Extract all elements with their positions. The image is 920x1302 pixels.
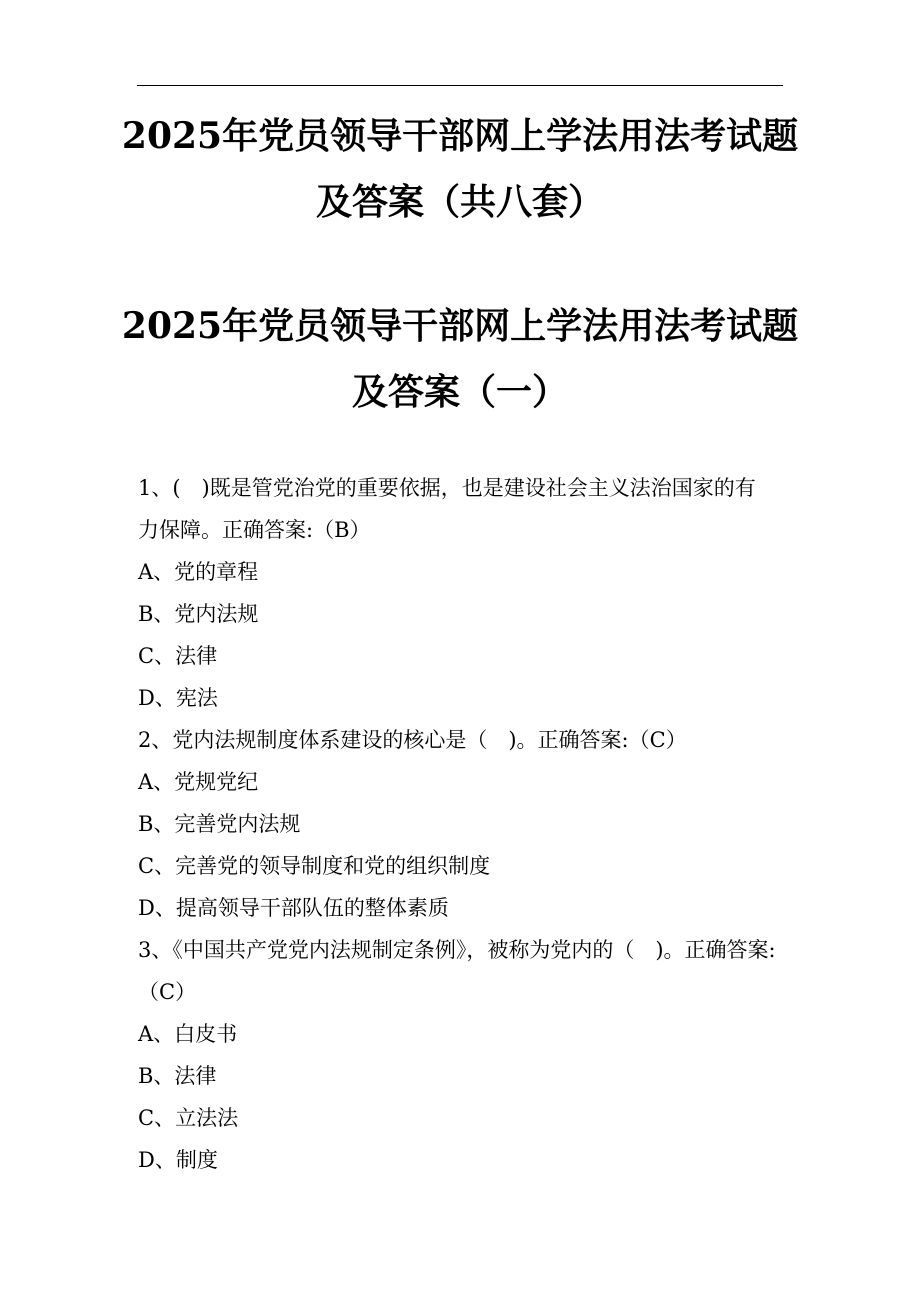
question-3-option-d: D、制度 (138, 1148, 218, 1172)
question-2-option-b: B、完善党内法规 (138, 812, 301, 836)
main-title-line2: 及答案（共八套） (315, 181, 604, 223)
main-title-line1: 2025年党员领导干部网上学法用法考试题 (121, 115, 799, 157)
sub-title-line1: 2025年党员领导干部网上学法用法考试题 (121, 305, 799, 347)
question-2-option-a: A、党规党纪 (138, 770, 259, 794)
question-1-option-c: C、法律 (138, 644, 218, 668)
question-3-text: 3、《中国共产党党内法规制定条例》，被称为党内的（ )。正确答案: (138, 938, 776, 962)
question-1-answer: 力保障。正确答案:（B） (138, 518, 371, 542)
question-2-option-c: C、完善党的领导制度和党的组织制度 (138, 854, 491, 878)
question-2-text: 2、党内法规制度体系建设的核心是（ )。正确答案:（C） (138, 728, 687, 752)
question-3-option-a: A、白皮书 (138, 1022, 238, 1046)
header-rule (137, 85, 783, 86)
question-1-option-a: A、党的章程 (138, 560, 259, 584)
question-3-option-c: C、立法法 (138, 1106, 239, 1130)
sub-title-line2: 及答案（一） (351, 371, 568, 413)
question-1-option-b: B、党内法规 (138, 602, 259, 626)
question-3-answer: （C） (138, 980, 197, 1004)
question-1-text: 1、( )既是管党治党的重要依据，也是建设社会主义法治国家的有 (138, 476, 756, 500)
question-2-option-d: D、提高领导干部队伍的整体素质 (138, 896, 449, 920)
question-3-option-b: B、法律 (138, 1064, 217, 1088)
question-1-option-d: D、宪法 (138, 686, 218, 710)
